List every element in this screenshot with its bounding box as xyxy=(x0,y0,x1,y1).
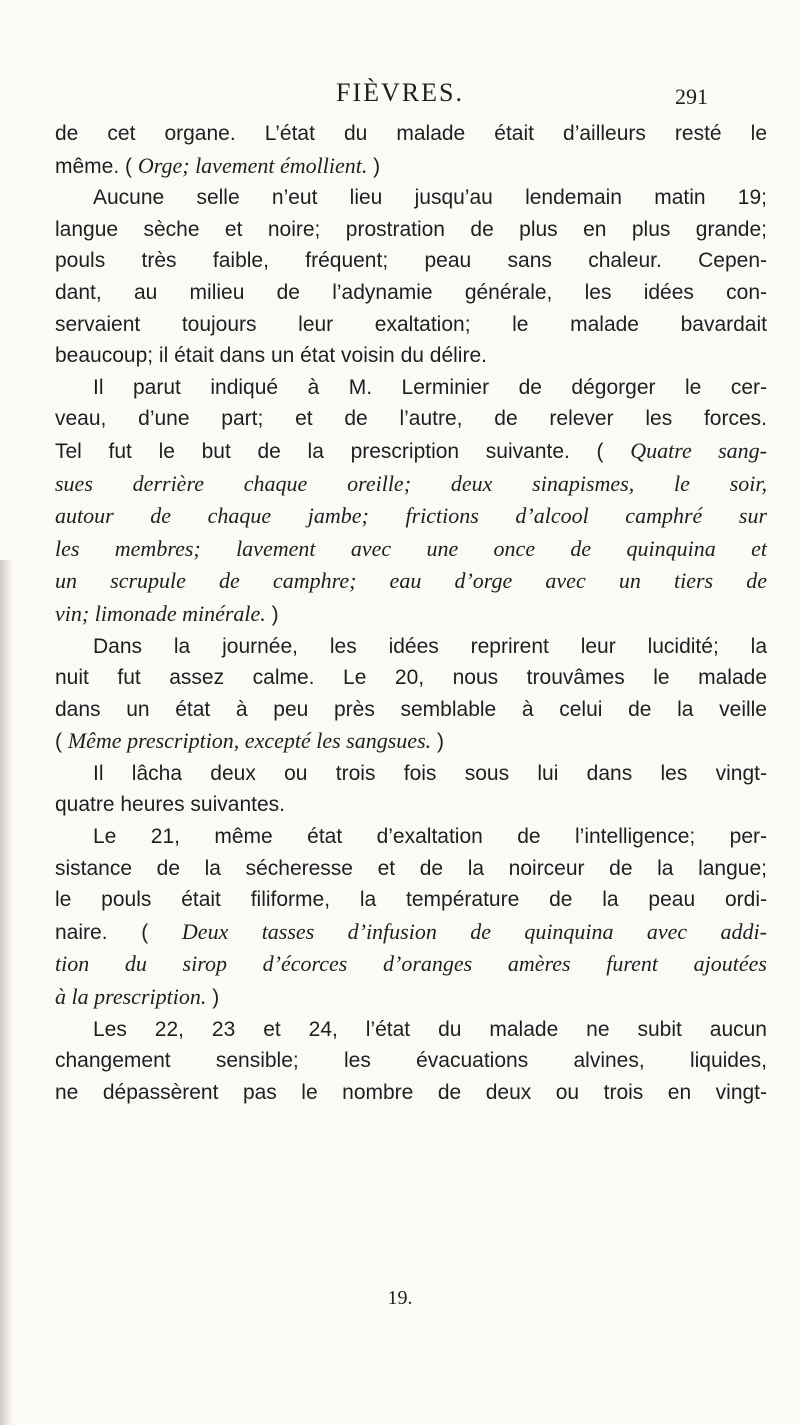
text-line xyxy=(55,981,767,1014)
text-line xyxy=(55,309,767,341)
text-line xyxy=(55,340,767,372)
body-text xyxy=(55,118,767,1108)
italic-text-run: Quatre sang- xyxy=(630,437,767,463)
text-line xyxy=(55,150,767,183)
text-line xyxy=(55,725,767,758)
page-number: 291 xyxy=(675,84,708,109)
text-run: Dans la journée, les idées reprirent leur lucidité; la xyxy=(93,634,767,658)
text-run: Il lâcha deux ou trois fois sous lui dans les vingt- xyxy=(93,761,767,785)
text-line xyxy=(55,403,767,435)
text-run: ) xyxy=(206,986,220,1010)
italic-text-run: Orge; lavement émollient. xyxy=(137,152,368,178)
text-line xyxy=(55,468,767,501)
italic-text-run: vin; limonade minérale. xyxy=(55,600,266,626)
italic-text-run: à la prescription. xyxy=(55,984,207,1010)
text-line xyxy=(55,1014,767,1046)
text-line xyxy=(55,694,767,726)
text-line xyxy=(55,884,767,916)
text-line xyxy=(55,565,767,598)
text-line xyxy=(55,118,767,150)
text-run: ) xyxy=(431,730,444,754)
text-run: Tel fut le but de la prescription suivante. ( xyxy=(55,439,631,463)
text-line xyxy=(55,435,767,468)
text-line xyxy=(55,662,767,694)
running-title: FIÈVRES. xyxy=(336,78,464,107)
text-run: sistance de la sécheresse et de la noirceur de la langue; xyxy=(55,856,767,880)
text-line xyxy=(55,182,767,214)
text-run: ) xyxy=(265,602,279,626)
text-run: beaucoup; il était dans un état voisin du délire. xyxy=(55,344,487,368)
text-run: veau, d’une part; et de l’autre, de relever les forces. xyxy=(55,407,767,431)
text-run: dans un état à peu près semblable à celui de la veille xyxy=(55,697,767,721)
text-run: servaient toujours leur exaltation; le malade bavardait xyxy=(55,312,767,336)
text-run: naire. ( xyxy=(55,920,182,944)
text-run: quatre heures suivantes. xyxy=(55,793,285,817)
text-run: changement sensible; les évacuations alvines, liquides, xyxy=(55,1049,767,1073)
text-line xyxy=(55,631,767,663)
italic-text-run: sues derrière chaque oreille; deux sinapismes, le soir, xyxy=(55,470,767,496)
text-line xyxy=(55,916,767,949)
text-run: le pouls était filiforme, la température de la peau ordi- xyxy=(55,888,767,912)
text-line xyxy=(55,245,767,277)
text-run: même. ( xyxy=(55,154,138,178)
text-line xyxy=(55,533,767,566)
text-line xyxy=(55,948,767,981)
text-run: Les 22, 23 et 24, l’état du malade ne subit aucun xyxy=(93,1017,767,1041)
text-run: Aucune selle n’eut lieu jusqu’au lendemain matin 19; xyxy=(93,186,767,210)
signature-mark: 19. xyxy=(387,1287,413,1309)
text-line xyxy=(55,277,767,309)
text-run: dant, au milieu de l’adynamie générale, les idées con- xyxy=(55,280,767,304)
italic-text-run: tion du sirop d’écorces d’oranges amères furent ajoutées xyxy=(55,951,767,977)
text-run: Il parut indiqué à M. Lerminier de dégorger le cer- xyxy=(93,375,767,399)
text-line xyxy=(55,598,767,631)
text-line xyxy=(55,372,767,404)
text-run: Le 21, même état d’exaltation de l’intelligence; per- xyxy=(93,825,767,849)
page-edge-shadow xyxy=(0,560,12,1425)
text-line xyxy=(55,821,767,853)
text-run: ( xyxy=(55,730,68,754)
text-run: langue sèche et noire; prostration de plus en plus grande; xyxy=(55,217,767,241)
italic-text-run: autour de chaque jambe; frictions d’alcool camphré sur xyxy=(55,503,767,529)
italic-text-run: un scrupule de camphre; eau d’orge avec un tiers de xyxy=(55,568,767,594)
text-line xyxy=(55,789,767,821)
text-run: pouls très faible, fréquent; peau sans chaleur. Cepen- xyxy=(55,249,767,273)
text-run: nuit fut assez calme. Le 20, nous trouvâmes le malade xyxy=(55,666,767,690)
italic-text-run: Même prescription, excepté les sangsues. xyxy=(67,728,432,754)
page-header xyxy=(0,78,800,118)
text-line xyxy=(55,1077,767,1109)
text-run: ne dépassèrent pas le nombre de deux ou trois en vingt- xyxy=(55,1080,767,1104)
italic-text-run: Deux tasses d’infusion de quinquina avec addi- xyxy=(181,918,767,944)
text-line xyxy=(55,758,767,790)
text-line xyxy=(55,214,767,246)
text-line xyxy=(55,853,767,885)
text-line xyxy=(55,500,767,533)
text-line xyxy=(55,1045,767,1077)
text-run: de cet organe. L’état du malade était d’ailleurs resté le xyxy=(55,122,767,145)
text-run: ) xyxy=(367,154,381,178)
italic-text-run: les membres; lavement avec une once de quinquina et xyxy=(55,535,767,561)
